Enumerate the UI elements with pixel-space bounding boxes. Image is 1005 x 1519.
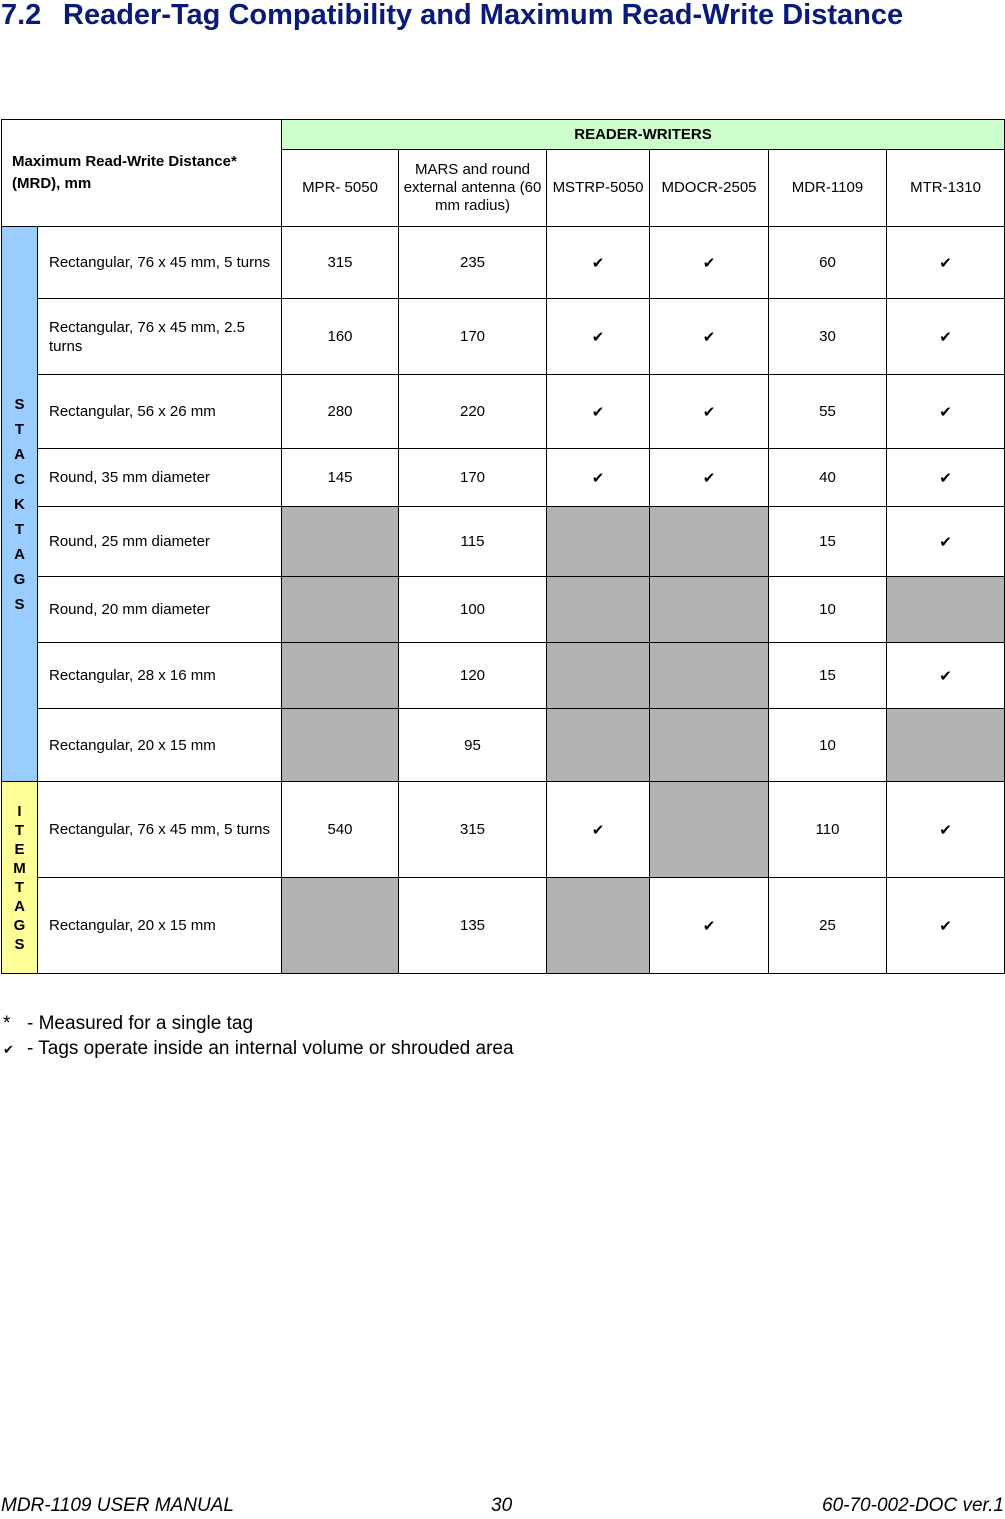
checkmark-icon: ✔ — [650, 299, 769, 375]
column-header: MDOCR-2505 — [650, 150, 769, 227]
table-row — [2, 782, 1005, 878]
distance-value: 170 — [399, 299, 547, 375]
page-footer — [1, 1495, 1004, 1519]
checkmark-icon: ✔ — [547, 375, 650, 449]
distance-value: 135 — [399, 878, 547, 974]
unsupported-cell — [650, 709, 769, 782]
reader-writers-header: READER-WRITERS — [282, 120, 1005, 150]
tag-type: Rectangular, 76 x 45 mm, 5 turns — [38, 227, 282, 299]
distance-value: 100 — [399, 577, 547, 643]
footnote-text: - Measured for a single tag — [27, 1013, 254, 1034]
distance-value: 30 — [769, 299, 887, 375]
checkmark-icon: ✔ — [650, 449, 769, 507]
section-title: Reader-Tag Compatibility and Maximum Read-Write Distance — [63, 0, 904, 31]
footnote — [3, 1036, 514, 1063]
column-header: MDR-1109 — [769, 150, 887, 227]
distance-value: 60 — [769, 227, 887, 299]
asterisk-symbol: * — [3, 1013, 11, 1034]
column-header: MSTRP-5050 — [547, 150, 650, 227]
tag-type: Round, 20 mm diameter — [38, 577, 282, 643]
unsupported-cell — [650, 507, 769, 577]
checkmark-icon: ✔ — [650, 375, 769, 449]
distance-value: 540 — [282, 782, 399, 878]
distance-value: 170 — [399, 449, 547, 507]
distance-value: 315 — [282, 227, 399, 299]
section-number: 7.2 — [1, 0, 42, 31]
page-number: 30 — [491, 1495, 513, 1516]
footnotes — [3, 1011, 514, 1063]
table-row — [2, 375, 1005, 449]
checkmark-icon: ✔ — [887, 878, 1005, 974]
unsupported-cell — [650, 643, 769, 709]
table-header-row — [2, 120, 1005, 150]
unsupported-cell — [547, 643, 650, 709]
distance-value: 40 — [769, 449, 887, 507]
unsupported-cell — [547, 709, 650, 782]
footer-manual-title: MDR-1109 USER MANUAL — [1, 1495, 234, 1516]
unsupported-cell — [547, 878, 650, 974]
column-header: MARS and round external antenna (60 mm radius) — [399, 150, 547, 227]
table-row — [2, 227, 1005, 299]
section-heading — [1, 0, 991, 34]
unsupported-cell — [887, 577, 1005, 643]
distance-value: 280 — [282, 375, 399, 449]
checkmark-icon: ✔ — [887, 375, 1005, 449]
tag-type: Rectangular, 56 x 26 mm — [38, 375, 282, 449]
unsupported-cell — [887, 709, 1005, 782]
corner-label: Maximum Read-Write Distance* (MRD), mm — [2, 120, 282, 227]
distance-value: 145 — [282, 449, 399, 507]
unsupported-cell — [547, 577, 650, 643]
distance-value: 110 — [769, 782, 887, 878]
checkmark-icon: ✔ — [887, 299, 1005, 375]
footnote-text: - Tags operate inside an internal volume or shrouded area — [27, 1038, 514, 1059]
checkmark-icon: ✔ — [547, 782, 650, 878]
distance-value: 55 — [769, 375, 887, 449]
checkmark-icon: ✔ — [3, 1043, 14, 1058]
distance-value: 25 — [769, 878, 887, 974]
table-row — [2, 299, 1005, 375]
checkmark-icon: ✔ — [547, 227, 650, 299]
unsupported-cell — [282, 709, 399, 782]
checkmark-icon: ✔ — [887, 643, 1005, 709]
tag-type: Round, 25 mm diameter — [38, 507, 282, 577]
table-row — [2, 507, 1005, 577]
distance-value: 220 — [399, 375, 547, 449]
unsupported-cell — [547, 507, 650, 577]
distance-value: 15 — [769, 643, 887, 709]
table-row — [2, 878, 1005, 974]
checkmark-icon: ✔ — [887, 782, 1005, 878]
unsupported-cell — [282, 577, 399, 643]
distance-value: 10 — [769, 709, 887, 782]
checkmark-icon: ✔ — [547, 299, 650, 375]
unsupported-cell — [650, 577, 769, 643]
compatibility-table — [1, 119, 1005, 974]
distance-value: 315 — [399, 782, 547, 878]
unsupported-cell — [282, 643, 399, 709]
table-row — [2, 709, 1005, 782]
unsupported-cell — [282, 507, 399, 577]
checkmark-icon: ✔ — [650, 227, 769, 299]
document-code: 60-70-002-DOC ver.1 — [822, 1495, 1004, 1516]
tag-type: Rectangular, 20 x 15 mm — [38, 709, 282, 782]
table-row — [2, 643, 1005, 709]
checkmark-icon: ✔ — [887, 449, 1005, 507]
checkmark-icon: ✔ — [547, 449, 650, 507]
distance-value: 15 — [769, 507, 887, 577]
column-header: MPR- 5050 — [282, 150, 399, 227]
tag-type: Round, 35 mm diameter — [38, 449, 282, 507]
table-row — [2, 449, 1005, 507]
table-row — [2, 577, 1005, 643]
footnote — [3, 1011, 514, 1036]
checkmark-icon: ✔ — [887, 507, 1005, 577]
unsupported-cell — [650, 782, 769, 878]
unsupported-cell — [282, 878, 399, 974]
distance-value: 95 — [399, 709, 547, 782]
tag-type: Rectangular, 28 x 16 mm — [38, 643, 282, 709]
tag-type: Rectangular, 20 x 15 mm — [38, 878, 282, 974]
stack-tags-label: S T A C K T A G S — [2, 227, 38, 782]
item-tags-label: I T E M T A G S — [2, 782, 38, 974]
distance-value: 115 — [399, 507, 547, 577]
distance-value: 235 — [399, 227, 547, 299]
distance-value: 160 — [282, 299, 399, 375]
tag-type: Rectangular, 76 x 45 mm, 5 turns — [38, 782, 282, 878]
distance-value: 120 — [399, 643, 547, 709]
tag-type: Rectangular, 76 x 45 mm, 2.5 turns — [38, 299, 282, 375]
checkmark-icon: ✔ — [650, 878, 769, 974]
distance-value: 10 — [769, 577, 887, 643]
checkmark-icon: ✔ — [887, 227, 1005, 299]
column-header: MTR-1310 — [887, 150, 1005, 227]
